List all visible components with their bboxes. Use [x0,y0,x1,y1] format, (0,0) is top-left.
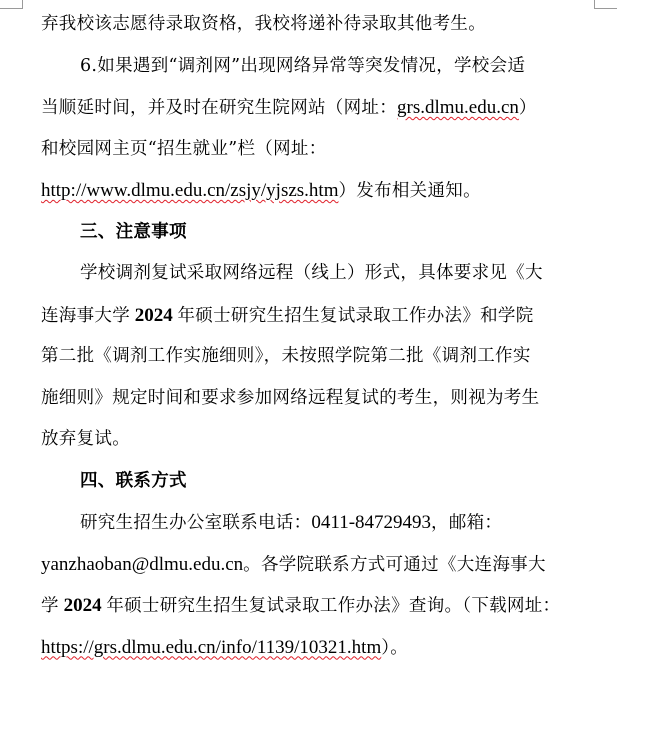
grs-website-link[interactable]: grs.dlmu.edu.cn [397,97,519,118]
text-segment: 学 [41,596,59,616]
year-number: 2024 [130,304,178,326]
section-heading-notes: 三、注意事项 [80,221,187,242]
text-line: 6.如果遇到“调剂网”出现网络异常等突发情况，学校会适 [80,55,526,76]
text-segment: 当顺延时间，并及时在研究生院网站（网址： [41,98,397,118]
text-segment: 连海事大学 [41,305,130,326]
text-segment: ）。 [381,637,409,658]
page-corner-mark-left [0,0,23,9]
paragraph-withdrawal [41,4,597,46]
page-corner-mark-right [594,0,617,9]
text-line [41,87,597,129]
download-link[interactable]: https://grs.dlmu.edu.cn/info/1139/10321.htm [41,636,382,658]
document-page [41,4,597,668]
paragraph-network-exception [41,46,597,212]
text-segment: ，邮箱： [431,513,503,533]
email-address[interactable]: yanzhaoban@dlmu.edu.cn [41,553,244,575]
phone-number: 0411-84729493 [311,512,432,533]
text-segment: 研究生招生办公室联系电话： [80,513,312,533]
text-line [41,295,597,337]
text-segment: ） [518,98,537,118]
text-segment: 年硕士研究生招生复试录取工作办法》查询。（下载网址： [106,596,561,616]
text-line: 弃我校该志愿待录取资格，我校将递补待录取其他考生。 [41,14,486,34]
text-segment: ）发布相关通知。 [338,181,481,201]
year-number: 2024 [58,595,107,616]
paragraph-contact [41,502,597,668]
text-segment: 。各学院联系方式可通过《大连海事大 [243,554,546,575]
text-line: 学校调剂复试采取网络远程（线上）形式，具体要求见《大 [80,263,543,283]
text-segment: 年硕士研究生招生复试录取工作办法》和学院 [177,305,534,326]
paragraph-notes [41,253,597,461]
text-line [41,502,597,544]
text-line: 施细则》规定时间和要求参加网络远程复试的考生，则视为考生 [41,387,540,408]
text-line [41,627,597,669]
campus-portal-link[interactable]: http://www.dlmu.edu.cn/zsjy/yjszs.htm [41,180,339,201]
text-line: 放弃复试。 [41,429,130,449]
text-line [41,585,597,627]
text-line [41,544,597,586]
text-line [41,170,597,212]
section-heading-contact: 四、联系方式 [80,470,187,491]
text-line: 第二批《调剂工作实施细则》，未按照学院第二批《调剂工作实 [41,346,531,366]
text-line: 和校园网主页“招生就业”栏（网址： [41,138,327,159]
